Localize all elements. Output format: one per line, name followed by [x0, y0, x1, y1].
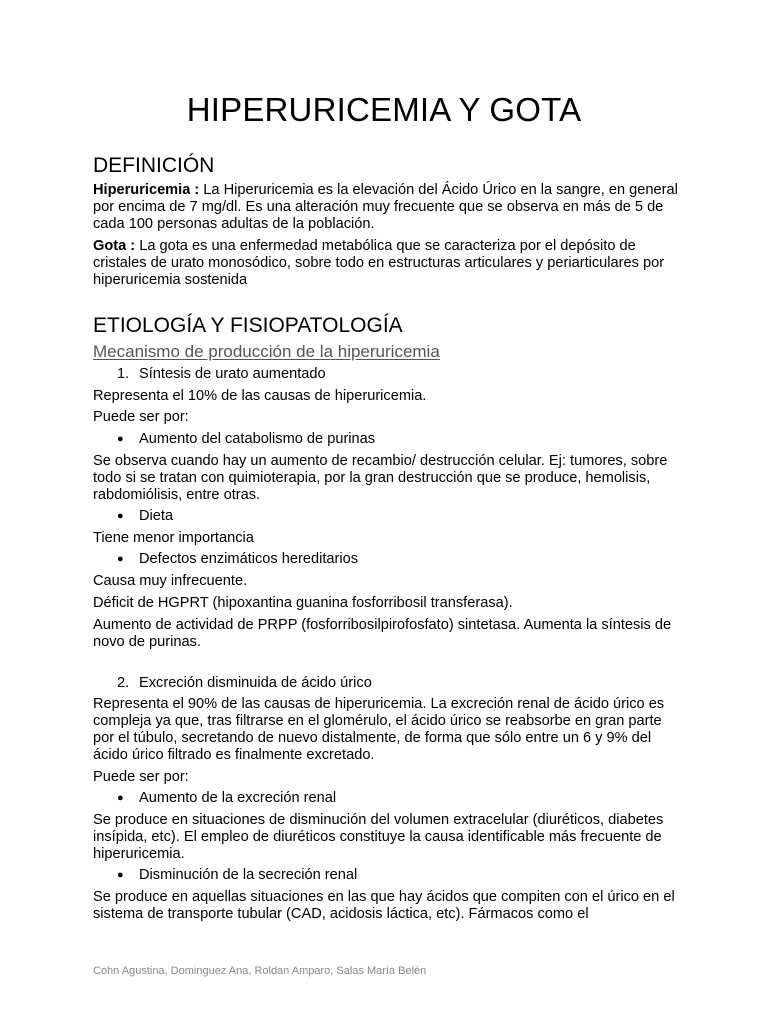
bullet-item: [117, 508, 173, 525]
bullet-icon: ●: [117, 433, 124, 445]
item-label: Síntesis de urato aumentado: [139, 366, 326, 382]
term-hiperuricemia: Hiperuricemia :: [93, 182, 200, 198]
paragraph: Se observa cuando hay un aumento de recambio/ destrucción celular. Ej: tumores, sobre todo si se tratan con quimioterapia, por la gran destrucción que se produce, hemolisis, rabdomiólisis, entre otras.: [93, 453, 668, 503]
subheading-mecanismo: Mecanismo de producción de la hiperuricemia: [93, 342, 440, 361]
paragraph-gota: [93, 238, 683, 289]
heading-definicion: DEFINICIÓN: [93, 154, 215, 177]
bullet-item: [117, 790, 336, 807]
item-number: 2.: [117, 675, 130, 691]
paragraph: Puede ser por:: [93, 409, 189, 425]
bullet-icon: ●: [117, 510, 124, 522]
paragraph: Aumento de actividad de PRPP (fosforribosilpirofosfato) sintetasa. Aumenta la síntesis de novo de purinas.: [93, 617, 672, 650]
bullet-item: [117, 551, 358, 568]
bullet-label: Aumento del catabolismo de purinas: [139, 431, 376, 447]
paragraph: Se produce en aquellas situaciones en las que hay ácidos que compiten con el úrico en el sistema de transporte tubular (CAD, acidosis láctica, etc). Fármacos como el: [93, 889, 675, 922]
paragraph-hiperuricemia: [93, 182, 683, 233]
paragraph: Representa el 10% de las causas de hiperuricemia.: [93, 388, 427, 404]
heading-etiologia: ETIOLOGÍA Y FISIOPATOLOGÍA: [93, 314, 403, 337]
paragraph: Déficit de HGPRT (hipoxantina guanina fosforribosil transferasa).: [93, 595, 513, 611]
numbered-item-1: [117, 366, 326, 383]
paragraph: Tiene menor importancia: [93, 530, 254, 546]
term-gota: Gota :: [93, 238, 136, 254]
item-label: Excreción disminuida de ácido úrico: [139, 675, 372, 691]
numbered-item-2: [117, 675, 372, 692]
bullet-item: [117, 431, 375, 448]
item-number: 1.: [117, 366, 130, 382]
bullet-label: Dieta: [139, 508, 174, 524]
bullet-icon: ●: [117, 553, 124, 565]
paragraph: Causa muy infrecuente.: [93, 573, 248, 589]
bullet-label: Disminución de la secreción renal: [139, 867, 358, 883]
bullet-icon: ●: [117, 869, 124, 881]
paragraph: Representa el 90% de las causas de hiperuricemia. La excreción renal de ácido úrico es compleja ya que, tras filtrarse en el glomérulo, el ácido úrico se reabsorbe en gran parte por el túbulo, secretando de nuevo distalmente, de forma que sólo entre un 6 y 9% del ácido úrico filtrado es finalmente excretado.: [93, 696, 665, 763]
page-footer: Cohn Agustina, Dominguez Ana, Roldan Amparo, Salas María Belén: [93, 965, 427, 977]
text-hiperuricemia: La Hiperuricemia es la elevación del Ácido Úrico en la sangre, en general por encima de 7 mg/dl. Es una alteración muy frecuente que se observa en más de 5 de cada 100 personas adultas de la población.: [93, 182, 678, 232]
bullet-icon: ●: [117, 792, 124, 804]
paragraph: Puede ser por:: [93, 769, 189, 785]
paragraph: Se produce en situaciones de disminución del volumen extracelular (diuréticos, diabetes insípida, etc). El empleo de diuréticos constituye la causa identificable más frecuente de hiperuricemia.: [93, 812, 664, 862]
bullet-item: [117, 867, 357, 884]
bullet-label: Aumento de la excreción renal: [139, 790, 337, 806]
text-gota: La gota es una enfermedad metabólica que se caracteriza por el depósito de cristales de urato monosódico, sobre todo en estructuras articulares y periarticulares por hiperuricemia sostenida: [93, 238, 665, 288]
document-title: HIPERURICEMIA Y GOTA: [186, 91, 582, 128]
bullet-label: Defectos enzimáticos hereditarios: [139, 551, 359, 567]
